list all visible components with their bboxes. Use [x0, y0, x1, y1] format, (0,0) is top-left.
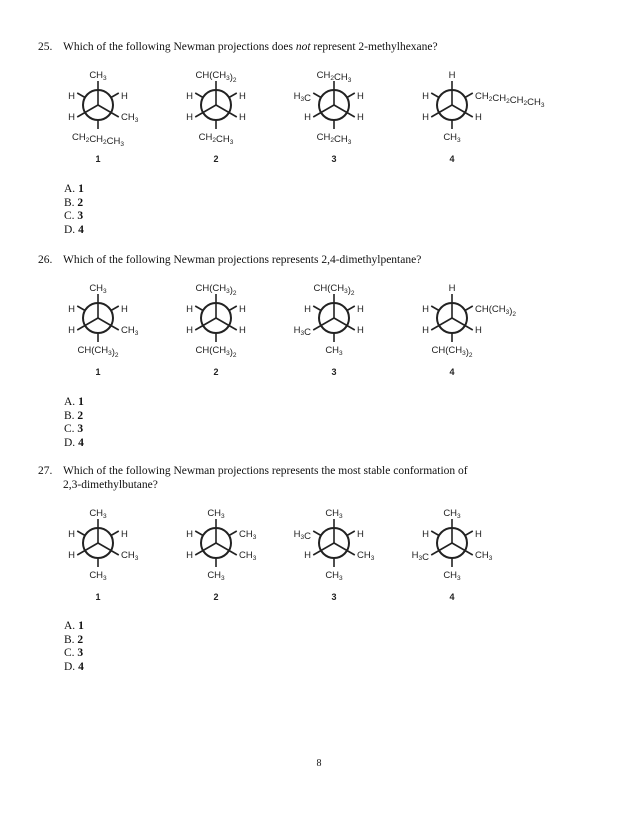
substituent-upper-left: H: [186, 91, 193, 102]
substituent-top: $CH_3$: [89, 283, 107, 295]
question-26-choices: [64, 396, 84, 450]
substituent-lower-right: H: [475, 325, 482, 336]
back-bond: [111, 93, 119, 98]
substituent-bottom: $CH_2CH_2CH_3$: [71, 132, 125, 148]
back-bond: [195, 93, 203, 98]
substituent-lower-left: H: [186, 325, 193, 336]
substituent-lower-left: H: [186, 550, 193, 561]
back-bond: [111, 531, 119, 536]
back-bond: [77, 93, 85, 98]
structure-number: 4: [449, 592, 455, 602]
substituent-upper-right: H: [357, 529, 364, 540]
choice-a[interactable]: A. 1: [64, 396, 84, 408]
substituent-top: $CH(CH_3)_2$: [313, 283, 355, 297]
substituent-top: $CH(CH_3)_2$: [195, 283, 237, 297]
choice-c[interactable]: C. 3: [64, 647, 84, 659]
question-25-text: [38, 40, 438, 54]
structure-number: 2: [213, 367, 219, 377]
substituent-top: $CH_3$: [325, 508, 343, 520]
newman-structure-2: [186, 508, 257, 602]
substituent-lower-right: H: [357, 112, 364, 123]
substituent-upper-left: H: [68, 91, 75, 102]
substituent-bottom: $CH(CH_3)_2$: [431, 345, 473, 359]
substituent-upper-left: H: [304, 304, 311, 315]
substituent-lower-right: H: [239, 325, 246, 336]
substituent-lower-left: H: [304, 550, 311, 561]
question-number: 25.: [38, 41, 53, 53]
choice-b[interactable]: B. 2: [64, 633, 84, 646]
newman-structure-1: [68, 508, 139, 602]
structure-number: 3: [331, 154, 337, 164]
back-bond: [313, 93, 321, 98]
page-number: 8: [316, 758, 322, 769]
back-bond: [313, 306, 321, 311]
newman-structure-1: [68, 283, 139, 377]
structure-number: 4: [449, 154, 455, 164]
substituent-upper-right: H: [475, 529, 482, 540]
back-bond: [229, 306, 237, 311]
back-bond: [111, 306, 119, 311]
back-bond: [229, 531, 237, 536]
newman-structure-4: [412, 508, 493, 602]
newman-projections: [60, 275, 560, 375]
substituent-bottom: $CH_2CH_3$: [316, 132, 352, 146]
back-bond: [347, 306, 355, 311]
structure-number: 1: [95, 154, 101, 164]
structure-number: 2: [213, 154, 219, 164]
newman-structure-2: [186, 283, 246, 377]
substituent-lower-left: H: [68, 112, 75, 123]
substituent-upper-right: H: [121, 91, 128, 102]
structure-number: 4: [449, 367, 455, 377]
substituent-bottom: $CH_3$: [325, 570, 343, 582]
substituent-lower-right: $CH_3$: [121, 112, 139, 124]
back-bond: [431, 93, 439, 98]
substituent-top: $CH_2CH_3$: [316, 70, 352, 84]
substituent-bottom: $CH(CH_3)_2$: [77, 345, 119, 359]
substituent-upper-left: H: [68, 304, 75, 315]
choice-b[interactable]: B. 2: [64, 196, 84, 209]
substituent-lower-left: $H_3C$: [293, 325, 311, 338]
question-text-before: Which of the following Newman projections does: [63, 41, 296, 53]
back-bond: [229, 93, 237, 98]
choice-c[interactable]: C. 3: [64, 423, 84, 435]
choice-a[interactable]: A. 1: [64, 183, 84, 195]
substituent-top: $CH_3$: [207, 508, 225, 520]
back-bond: [465, 306, 473, 311]
back-bond: [465, 93, 473, 98]
substituent-upper-right: $CH_2CH_2CH_2CH_3$: [475, 91, 545, 109]
back-bond: [431, 306, 439, 311]
choice-d[interactable]: D. 4: [64, 436, 84, 449]
newman-projections: [60, 62, 560, 162]
substituent-upper-right: $CH(CH_3)_2$: [475, 304, 517, 318]
question-26-text: [38, 253, 421, 267]
structure-number: 1: [95, 367, 101, 377]
substituent-bottom: $CH_3$: [443, 132, 461, 144]
substituent-upper-left: $H_3C$: [293, 91, 311, 104]
substituent-lower-left: $H_3C$: [411, 550, 429, 563]
substituent-lower-right: $CH_3$: [121, 550, 139, 562]
substituent-lower-right: $CH_3$: [121, 325, 139, 337]
substituent-lower-right: $CH_3$: [475, 550, 493, 562]
substituent-top: $CH(CH_3)_2$: [195, 70, 237, 84]
newman-structure-4: [422, 70, 545, 164]
substituent-upper-right: H: [357, 304, 364, 315]
choice-c[interactable]: C. 3: [64, 210, 84, 222]
question-text-after: represent 2-methylhexane?: [310, 41, 438, 53]
substituent-bottom: $CH_2CH_3$: [198, 132, 234, 146]
back-bond: [195, 531, 203, 536]
question-number: 26.: [38, 254, 53, 266]
question-27-figure: [60, 500, 560, 600]
back-bond: [77, 306, 85, 311]
back-bond: [77, 531, 85, 536]
newman-structure-1: [68, 70, 139, 164]
substituent-bottom: $CH_3$: [325, 345, 343, 357]
structure-number: 3: [331, 592, 337, 602]
substituent-upper-left: H: [422, 91, 429, 102]
question-25-figure: [60, 62, 560, 162]
substituent-upper-left: H: [186, 304, 193, 315]
choice-d[interactable]: D. 4: [64, 223, 84, 236]
structure-number: 2: [213, 592, 219, 602]
back-bond: [465, 531, 473, 536]
substituent-bottom: $CH_3$: [207, 570, 225, 582]
substituent-lower-left: H: [422, 325, 429, 336]
substituent-lower-left: H: [186, 112, 193, 123]
newman-structure-3: [294, 508, 375, 602]
substituent-lower-right: H: [357, 325, 364, 336]
newman-structure-4: [422, 283, 516, 377]
question-26-figure: [60, 275, 560, 375]
substituent-lower-right: $CH_3$: [357, 550, 375, 562]
substituent-upper-left: H: [186, 529, 193, 540]
substituent-bottom: $CH_3$: [443, 570, 461, 582]
substituent-lower-left: H: [422, 112, 429, 123]
substituent-upper-left: $H_3C$: [293, 529, 311, 542]
newman-projections: [60, 500, 560, 600]
substituent-bottom: $CH(CH_3)_2$: [195, 345, 237, 359]
back-bond: [313, 531, 321, 536]
newman-structure-3: [294, 70, 364, 164]
substituent-lower-right: H: [239, 112, 246, 123]
substituent-top: H: [448, 70, 456, 81]
back-bond: [431, 531, 439, 536]
substituent-upper-right: H: [121, 304, 128, 315]
substituent-lower-left: H: [304, 112, 311, 123]
question-text-emphasis: not: [295, 41, 311, 53]
choice-b[interactable]: B. 2: [64, 409, 84, 422]
substituent-top: $CH_3$: [89, 508, 107, 520]
substituent-top: $CH_3$: [89, 70, 107, 82]
question-text-line2: 2,3-dimethylbutane?: [63, 479, 158, 491]
question-text: Which of the following Newman projections represents the most stable conformation of: [63, 465, 468, 477]
substituent-upper-right: H: [239, 304, 246, 315]
substituent-upper-right: $CH_3$: [239, 529, 257, 541]
newman-structure-2: [186, 70, 246, 164]
question-27-text: [38, 464, 468, 492]
back-bond: [347, 531, 355, 536]
substituent-bottom: $CH_3$: [89, 570, 107, 582]
back-bond: [195, 306, 203, 311]
substituent-top: $CH_3$: [443, 508, 461, 520]
structure-number: 3: [331, 367, 337, 377]
substituent-lower-left: H: [68, 325, 75, 336]
newman-structure-3: [294, 283, 364, 377]
question-number: 27.: [38, 465, 53, 477]
substituent-upper-left: H: [422, 529, 429, 540]
substituent-lower-right: H: [475, 112, 482, 123]
question-27-choices: [64, 620, 84, 674]
choice-d[interactable]: D. 4: [64, 660, 84, 673]
substituent-lower-left: H: [68, 550, 75, 561]
substituent-upper-left: H: [422, 304, 429, 315]
back-bond: [347, 93, 355, 98]
choice-a[interactable]: A. 1: [64, 620, 84, 632]
substituent-upper-right: H: [239, 91, 246, 102]
substituent-upper-left: H: [68, 529, 75, 540]
structure-number: 1: [95, 592, 101, 602]
question-25-choices: [64, 183, 84, 237]
substituent-lower-right: $CH_3$: [239, 550, 257, 562]
substituent-upper-right: H: [121, 529, 128, 540]
substituent-top: H: [448, 283, 456, 294]
question-text: Which of the following Newman projections represents 2,4-dimethylpentane?: [63, 254, 422, 266]
substituent-upper-right: H: [357, 91, 364, 102]
